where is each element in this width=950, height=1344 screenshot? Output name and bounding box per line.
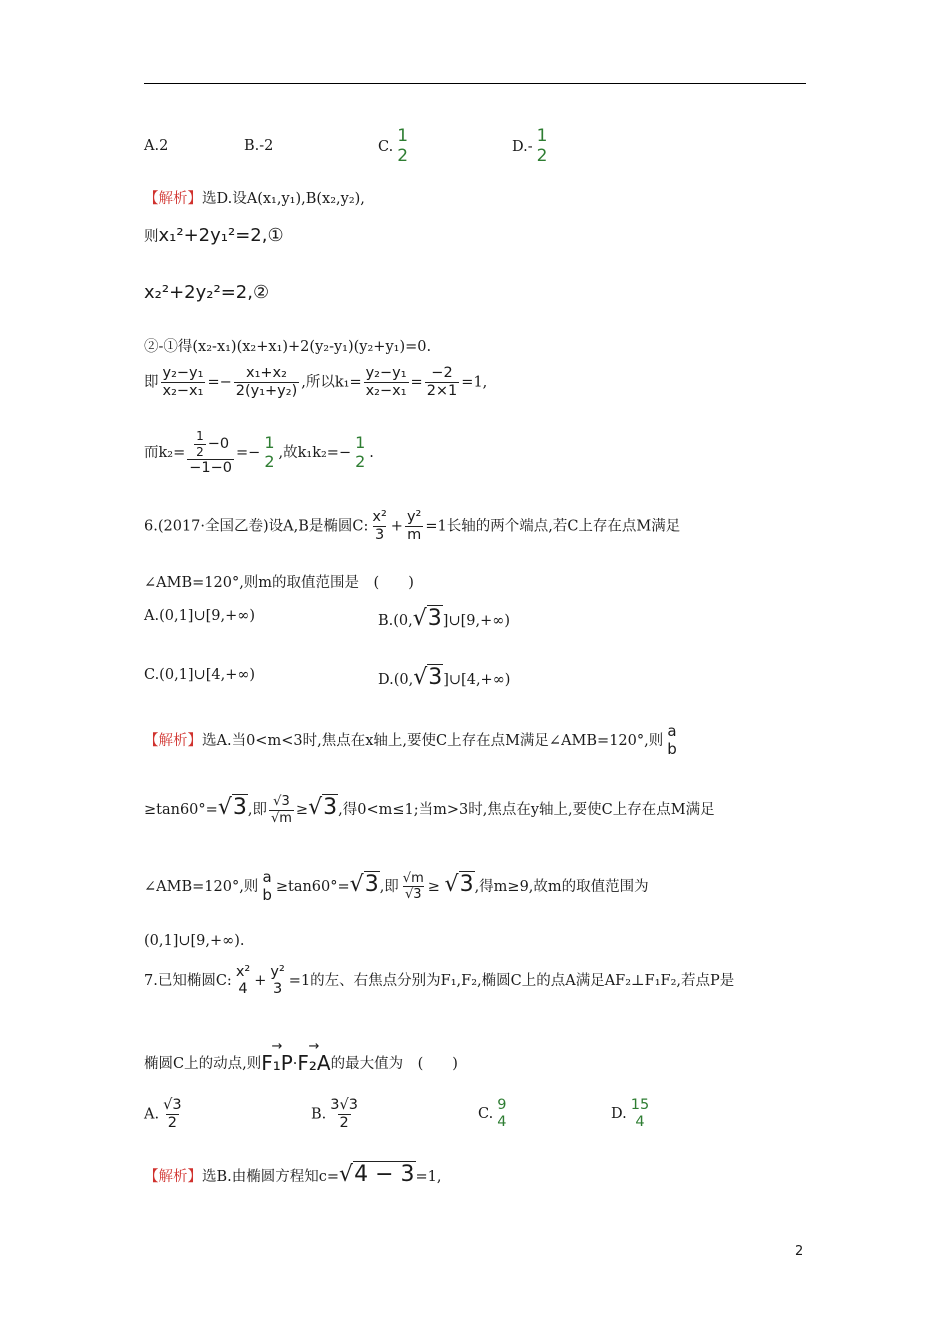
q7-option-a: A. $\frac{√3}{2}$ (144, 1097, 182, 1132)
q6-stem-line2: ∠AMB=120°,则m的取值范围是 ( ) (144, 575, 414, 591)
q5-option-c: C. 1 2 (378, 126, 409, 166)
q6-option-b: B.(0,√3]∪[9,+∞) (378, 606, 510, 631)
q6-option-d: D.(0,√3]∪[4,+∞) (378, 665, 511, 690)
q7-analysis-line1: 【解析】选B.由椭圆方程知c=√4 − 3=1, (144, 1162, 442, 1187)
q6-analysis-line4: (0,1]∪[9,+∞). (144, 933, 245, 949)
q6-option-c: C.(0,1]∪[4,+∞) (144, 667, 256, 683)
q6-analysis-line2: ≥tan60°=√3,即 $\frac{√3}{√m}$ ≥√3,得0<m≤1;当m>3时,焦点在y轴上,要使C上存在点M满足 (144, 794, 715, 826)
q5-option-d: D.- 1 2 (512, 126, 548, 166)
q5-analysis-line2: 则x₁²+2y₁²=2,① (144, 225, 284, 246)
q7-option-b: B. $\frac{3√3}{2}$ (311, 1097, 358, 1132)
q5-analysis-line4: ②-①得(x₂-x₁)(x₂+x₁)+2(y₂-y₁)(y₂+y₁)=0. (144, 339, 432, 355)
q6-analysis-line3: ∠AMB=120°,则 a b ≥tan60°=√3,即 $\frac{√m}{√3}$ ≥ √3,得m≥9,故m的取值范围为 (144, 868, 649, 904)
q7-stem-line1: 7.已知椭圆C: x² 4 + y² 3 =1的左、右焦点分别为F₁,F₂,椭圆C上的点A满足AF₂⊥F₁F₂,若点P是 (144, 964, 735, 998)
q5-option-b: B.-2 (244, 138, 274, 154)
page-number: 2 (795, 1244, 804, 1259)
q5-analysis-line1: 【解析】选D.设A(x₁,y₁),B(x₂,y₂), (144, 191, 365, 207)
q5-analysis-line6: 而k₂= $\frac{1}{2}$ −0 −1−0 =− 1 2 ,故k₁k₂=− 1 2 . (144, 429, 374, 477)
q7-option-d: D. 15 4 (611, 1097, 650, 1131)
q5-analysis-line3: x₂²+2y₂²=2,② (144, 282, 270, 303)
header-rule (144, 83, 806, 84)
q7-stem-line2: 椭圆C上的动点,则 → F₁P · → F₂A 的最大值为 ( ) (144, 1039, 458, 1075)
q6-analysis-line1: 【解析】选A.当0<m<3时,焦点在x轴上,要使C上存在点M满足∠AMB=120°,则 a b (144, 722, 677, 758)
q5-option-a: A.2 (144, 138, 169, 154)
q6-stem-line1: 6.(2017·全国乙卷)设A,B是椭圆C: $\frac{\text{x²}}{3}$ + $\frac{\text{y²}}{m}$ =1长轴的两个端点,若C上存在点M满足 (144, 509, 681, 544)
q7-option-c: C. 9 4 (478, 1097, 507, 1131)
q5-analysis-line5: 即 $\frac{\text{y₂−y₁}}{\text{x₂−x₁}}$ =− $\frac{\text{x₁+x₂}}{\text{2(y₁+y₂)}}$ ,所以k₁= $\frac{\text{y₂−y₁}}{\text{x₂−x₁}}$ = $\frac{-2}{2\times 1}$ =1, (144, 365, 488, 400)
q6-option-a: A.(0,1]∪[9,+∞) (144, 608, 255, 624)
